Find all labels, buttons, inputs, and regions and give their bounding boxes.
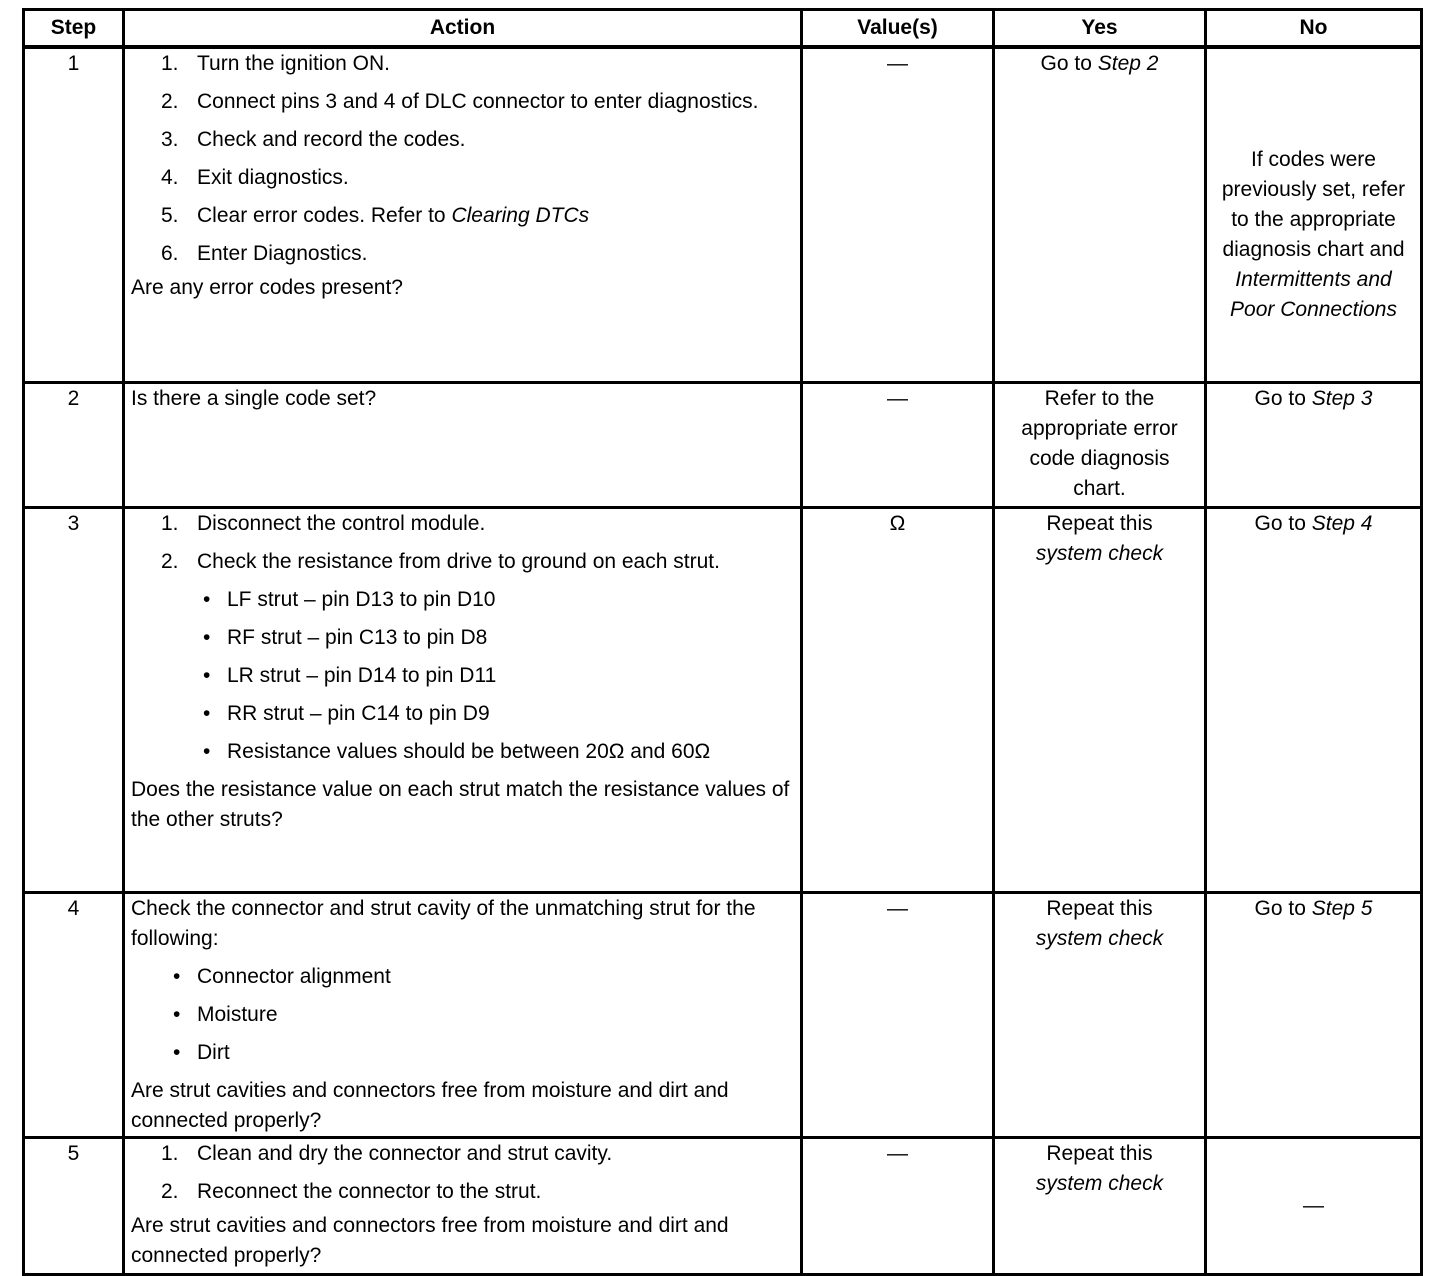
action-cell (124, 383, 802, 508)
list-item: 2. Connect pins 3 and 4 of DLC connector to enter diagnostics. (161, 90, 759, 113)
no-cell: If codes were previously set, refer to the appropriate diagnosis chart and Intermittents and Poor Connections (1206, 47, 1422, 383)
list-item: 1. Clean and dry the connector and strut cavity. (161, 1142, 613, 1165)
numbered-list (131, 1139, 794, 1207)
intro-text: Check the connector and strut cavity of the unmatching strut for the following: (131, 897, 756, 950)
header-values: Value(s) (802, 10, 994, 48)
numbered-list (131, 509, 794, 577)
value-cell: — (802, 383, 994, 508)
list-item: 1. Turn the ignition ON. (161, 52, 390, 75)
step-number: 2 (24, 383, 124, 508)
table-row (24, 893, 1422, 1138)
bullet-item: • RR strut – pin C14 to pin D9 (203, 702, 490, 725)
list-item: 1. Disconnect the control module. (161, 512, 486, 535)
action-cell (124, 47, 802, 383)
question-text: Are strut cavities and connectors free from moisture and dirt and connected properly? (131, 1214, 729, 1267)
table-row (24, 1138, 1422, 1275)
bullet-item: • LF strut – pin D13 to pin D10 (203, 588, 496, 611)
action-cell (124, 893, 802, 1138)
value-cell: — (802, 1138, 994, 1275)
table-row (24, 47, 1422, 383)
bullet-list (131, 585, 794, 767)
action-cell (124, 1138, 802, 1275)
list-item: 2. Check the resistance from drive to ground on each strut. (161, 550, 720, 573)
bullet-item: • RF strut – pin C13 to pin D8 (203, 626, 488, 649)
yes-cell: Repeat this system check (994, 508, 1206, 893)
no-cell: — (1206, 1138, 1422, 1275)
list-item: 2. Reconnect the connector to the strut. (161, 1180, 542, 1203)
bullet-list (131, 962, 794, 1068)
question-text: Are any error codes present? (131, 276, 403, 299)
action-cell (124, 508, 802, 893)
no-cell: Go to Step 5 (1206, 893, 1422, 1138)
step-number: 5 (24, 1138, 124, 1275)
bullet-item: • Dirt (173, 1041, 230, 1064)
value-cell: Ω (802, 508, 994, 893)
step-number: 1 (24, 47, 124, 383)
question-text: Are strut cavities and connectors free from moisture and dirt and connected properly? (131, 1079, 729, 1132)
list-item: 5. Clear error codes. Refer to Clearing DTCs (161, 204, 590, 227)
table-row (24, 383, 1422, 508)
list-item: 4. Exit diagnostics. (161, 166, 349, 189)
bullet-item: • Moisture (173, 1003, 278, 1026)
yes-cell: Repeat this system check (994, 893, 1206, 1138)
header-action: Action (124, 10, 802, 48)
question-text: Is there a single code set? (131, 387, 377, 410)
diagnostic-table (22, 8, 1423, 1276)
reference-link: Clearing DTCs (451, 204, 590, 227)
yes-cell: Go to Step 2 (994, 47, 1206, 383)
value-cell: — (802, 893, 994, 1138)
header-row (24, 10, 1422, 48)
bullet-item: • LR strut – pin D14 to pin D11 (203, 664, 497, 687)
bullet-item: • Resistance values should be between 20Ω and 60Ω (203, 740, 711, 763)
header-yes: Yes (994, 10, 1206, 48)
step-number: 4 (24, 893, 124, 1138)
header-step: Step (24, 10, 124, 48)
step-number: 3 (24, 508, 124, 893)
value-cell: — (802, 47, 994, 383)
yes-cell: Refer to the appropriate error code diagnosis chart. (994, 383, 1206, 508)
question-text: Does the resistance value on each strut match the resistance values of the other struts? (131, 778, 790, 831)
no-cell: Go to Step 4 (1206, 508, 1422, 893)
no-cell: Go to Step 3 (1206, 383, 1422, 508)
numbered-list (131, 49, 794, 269)
list-item: 6. Enter Diagnostics. (161, 242, 368, 265)
bullet-item: • Connector alignment (173, 965, 391, 988)
table-row (24, 508, 1422, 893)
yes-cell: Repeat this system check (994, 1138, 1206, 1275)
list-item: 3. Check and record the codes. (161, 128, 466, 151)
header-no: No (1206, 10, 1422, 48)
